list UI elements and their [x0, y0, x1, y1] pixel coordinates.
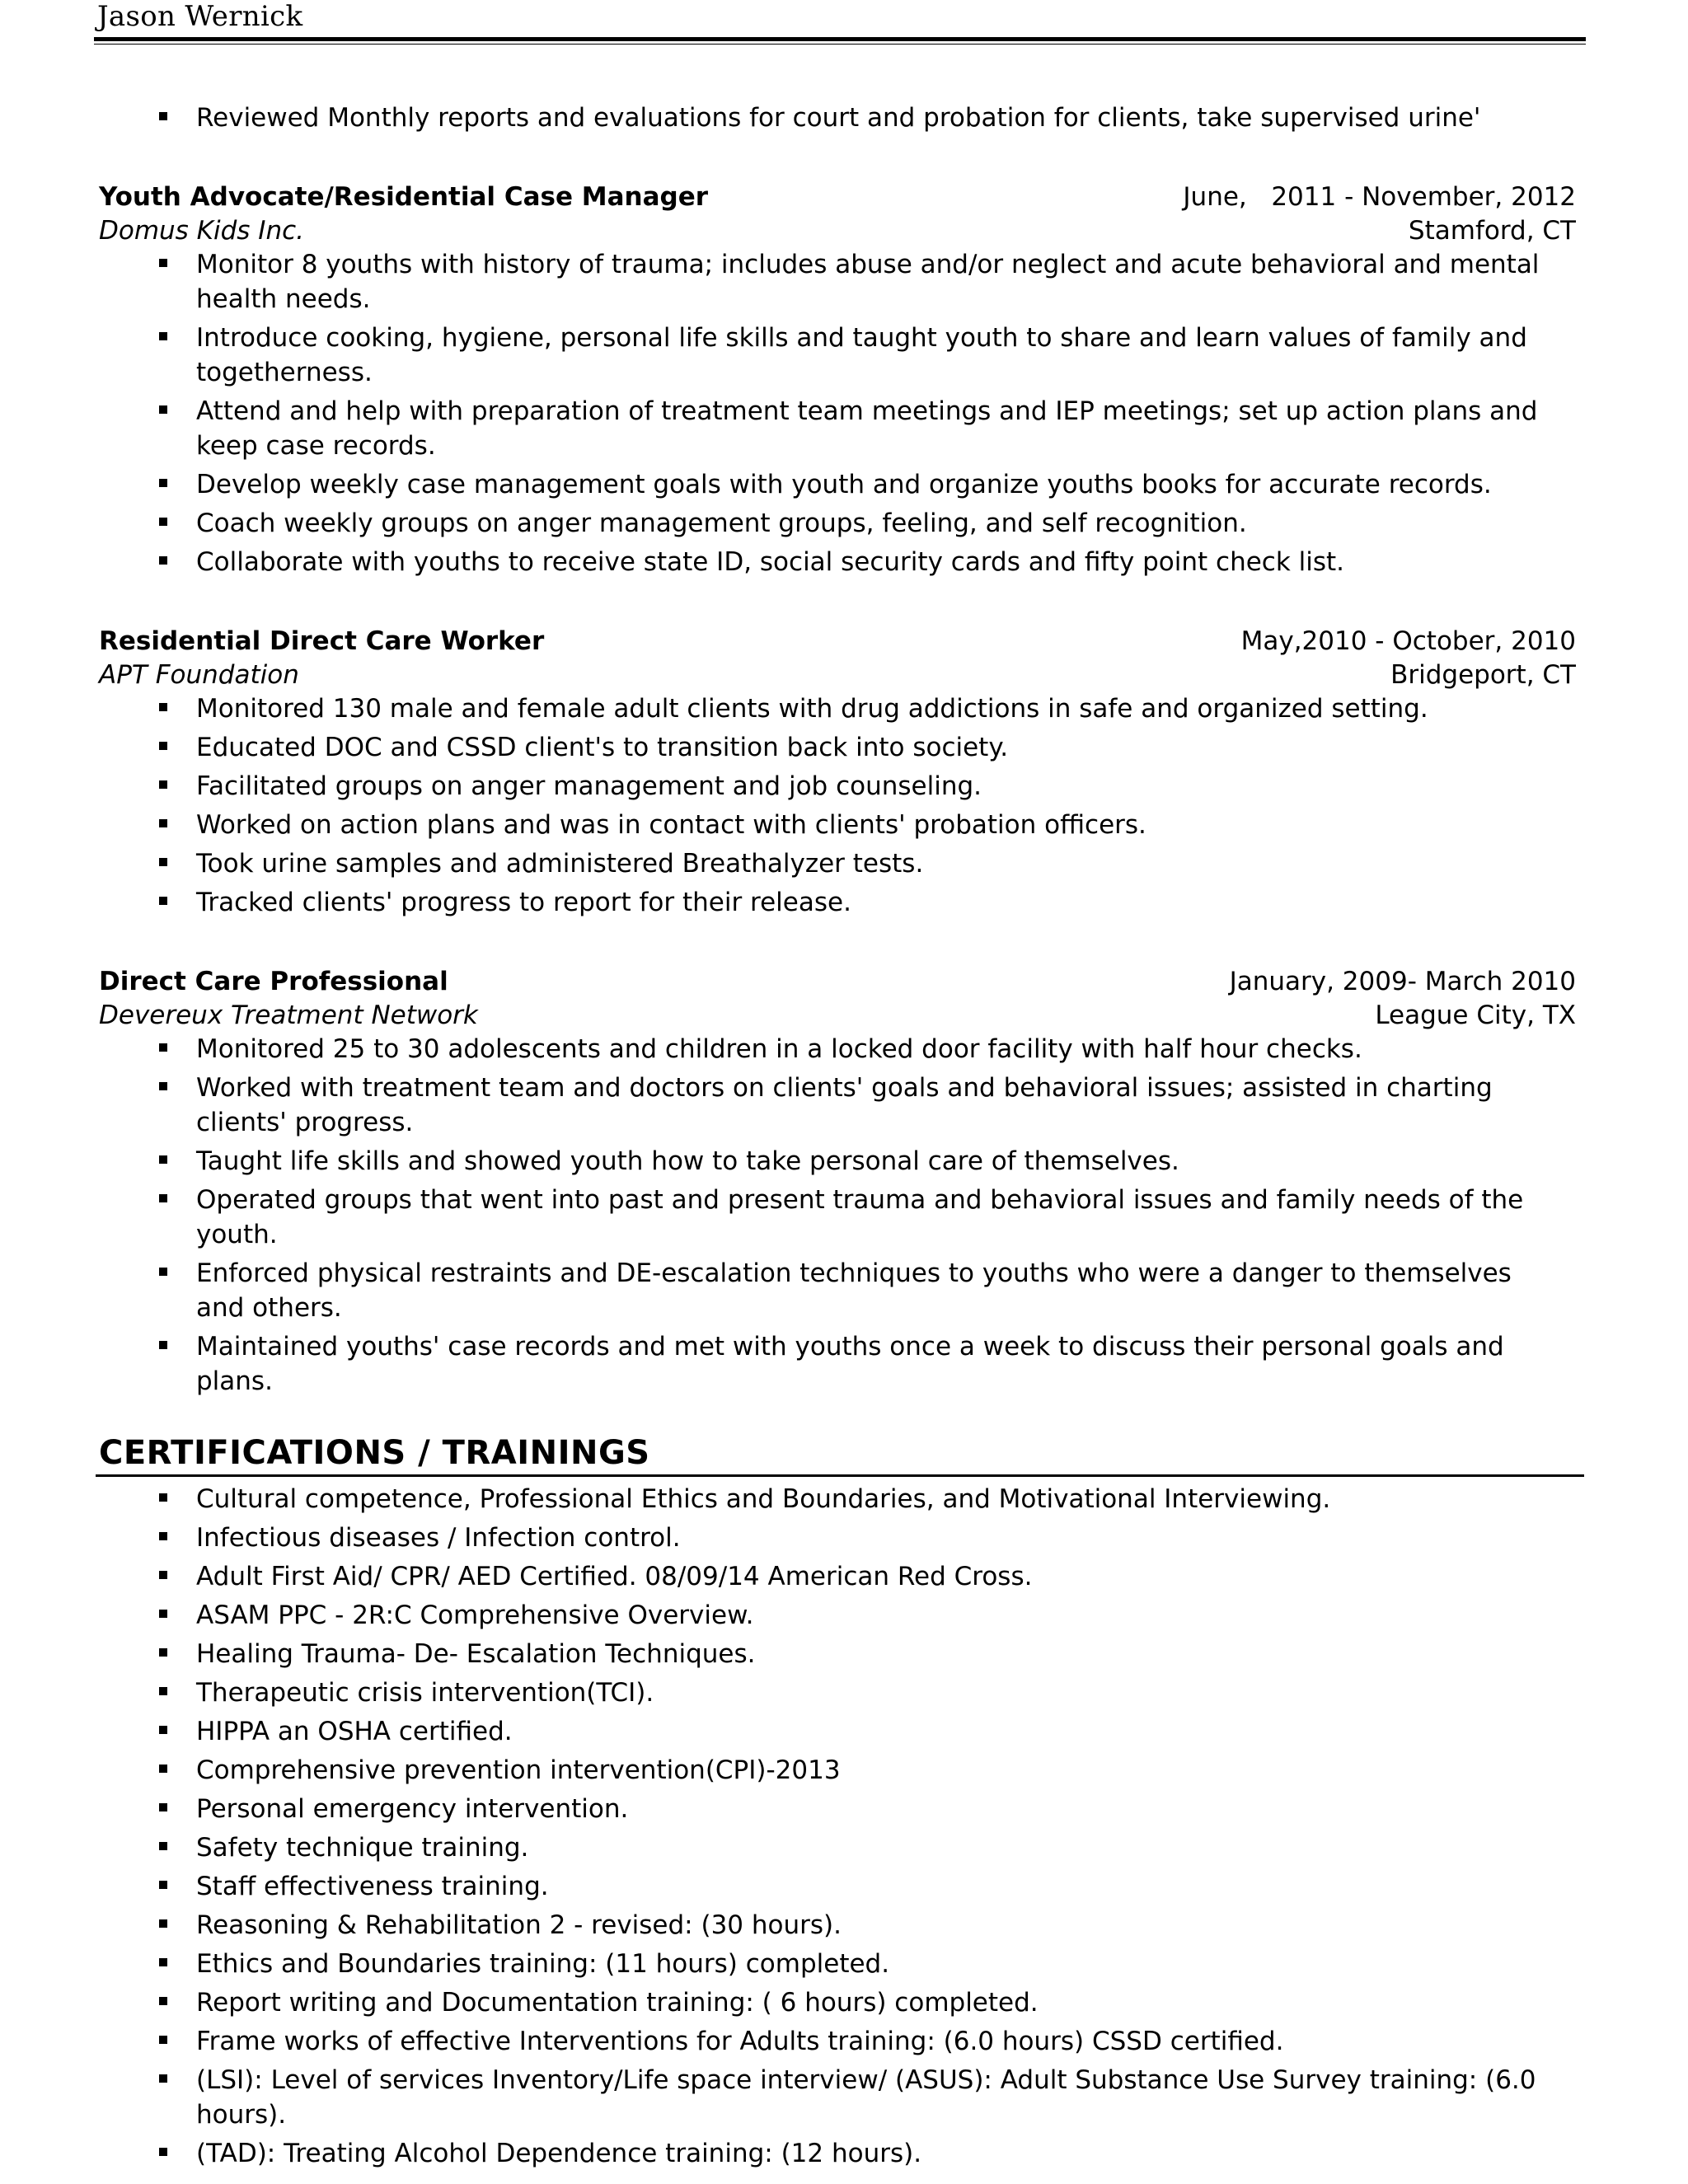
bullet-item: Reviewed Monthly reports and evaluations for court and probation for clients, take supervised urine' — [99, 101, 1582, 135]
square-bullet-icon — [159, 1958, 167, 1966]
list-item: (TAD): Treating Alcohol Dependence training: (12 hours). — [99, 2136, 1582, 2171]
list-item: Staff effectiveness training. — [99, 1869, 1582, 1904]
list-item: Safety technique training. — [99, 1830, 1582, 1865]
job-bullets — [99, 247, 1582, 579]
square-bullet-icon — [159, 259, 167, 267]
square-bullet-icon — [159, 332, 167, 340]
square-bullet-icon — [159, 1194, 167, 1202]
square-bullet-icon — [159, 703, 167, 711]
job-location: League City, TX — [1375, 1001, 1576, 1030]
job-subheader — [99, 999, 1582, 1032]
job-dates: June, 2011 - November, 2012 — [1183, 182, 1576, 212]
job-header — [99, 964, 1582, 999]
square-bullet-icon — [159, 1842, 167, 1850]
job-subheader — [99, 658, 1582, 691]
square-bullet-icon — [159, 1043, 167, 1052]
list-item: Report writing and Documentation training: ( 6 hours) completed. — [99, 1985, 1582, 2020]
list-item: Adult First Aid/ CPR/ AED Certified. 08/09/14 American Red Cross. — [99, 1559, 1582, 1594]
list-item: (LSI): Level of services Inventory/Life space interview/ (ASUS): Adult Substance Use Survey training: (6.0 hours). — [99, 2063, 1582, 2132]
square-bullet-icon — [159, 1919, 167, 1928]
bullet-item: Operated groups that went into past and present trauma and behavioral issues and family needs of the youth. — [99, 1183, 1582, 1252]
square-bullet-icon — [159, 1687, 167, 1695]
header-rule-thin — [94, 44, 1586, 45]
section-rule — [96, 1474, 1584, 1477]
bullet-item: Enforced physical restraints and DE-escalation techniques to youths who were a danger to themselves and others. — [99, 1256, 1582, 1325]
square-bullet-icon — [159, 1532, 167, 1540]
header-name: Jason Wernick — [97, 0, 303, 33]
square-bullet-icon — [159, 1803, 167, 1811]
square-bullet-icon — [159, 405, 167, 414]
certifications-list — [99, 1482, 1582, 2171]
bullet-item: Maintained youths' case records and met with youths once a week to discuss their personal goals and plans. — [99, 1329, 1582, 1399]
job-dates: January, 2009- March 2010 — [1229, 967, 1576, 996]
square-bullet-icon — [159, 2148, 167, 2156]
list-item: Comprehensive prevention intervention(CPI)-2013 — [99, 1753, 1582, 1788]
square-bullet-icon — [159, 1648, 167, 1657]
square-bullet-icon — [159, 1610, 167, 1618]
job-bullets — [99, 691, 1582, 920]
bullet-item: Collaborate with youths to receive state ID, social security cards and fifty point check list. — [99, 545, 1582, 579]
bullet-item: Taught life skills and showed youth how to take personal care of themselves. — [99, 1144, 1582, 1179]
square-bullet-icon — [159, 1571, 167, 1579]
bullet-item: Worked on action plans and was in contact with clients' probation officers. — [99, 808, 1582, 842]
bullet-item: Facilitated groups on anger management and job counseling. — [99, 769, 1582, 804]
job-location: Stamford, CT — [1408, 216, 1576, 246]
square-bullet-icon — [159, 1268, 167, 1276]
square-bullet-icon — [159, 479, 167, 487]
job-organization: Domus Kids Inc. — [99, 216, 304, 246]
square-bullet-icon — [159, 2036, 167, 2044]
resume-content — [99, 101, 1582, 2175]
square-bullet-icon — [159, 2074, 167, 2083]
job-location: Bridgeport, CT — [1390, 660, 1576, 690]
page-header — [97, 0, 1582, 49]
square-bullet-icon — [159, 1997, 167, 2005]
job-entry — [99, 964, 1582, 1399]
continued-bullets — [99, 101, 1582, 135]
job-title: Direct Care Professional — [99, 967, 448, 996]
job-organization: APT Foundation — [99, 660, 299, 690]
job-organization: Devereux Treatment Network — [99, 1001, 478, 1030]
list-item: Cultural competence, Professional Ethics and Boundaries, and Motivational Interviewing. — [99, 1482, 1582, 1516]
section-title: CERTIFICATIONS / TRAININGS — [99, 1434, 650, 1472]
square-bullet-icon — [159, 518, 167, 526]
list-item: Personal emergency intervention. — [99, 1792, 1582, 1826]
list-item: ASAM PPC - 2R:C Comprehensive Overview. — [99, 1598, 1582, 1633]
bullet-item: Coach weekly groups on anger management groups, feeling, and self recognition. — [99, 506, 1582, 541]
job-header — [99, 624, 1582, 658]
list-item: Ethics and Boundaries training: (11 hours) completed. — [99, 1947, 1582, 1981]
square-bullet-icon — [159, 1881, 167, 1889]
bullet-item: Attend and help with preparation of treatment team meetings and IEP meetings; set up action plans and keep case records. — [99, 394, 1582, 463]
bullet-item: Educated DOC and CSSD client's to transition back into society. — [99, 730, 1582, 765]
list-item: Frame works of effective Interventions for Adults training: (6.0 hours) CSSD certified. — [99, 2024, 1582, 2059]
square-bullet-icon — [159, 556, 167, 565]
list-item: Reasoning & Rehabilitation 2 - revised: (30 hours). — [99, 1908, 1582, 1943]
job-header — [99, 180, 1582, 214]
square-bullet-icon — [159, 819, 167, 827]
job-entry — [99, 624, 1582, 920]
square-bullet-icon — [159, 1155, 167, 1164]
square-bullet-icon — [159, 1765, 167, 1773]
bullet-item: Introduce cooking, hygiene, personal life skills and taught youth to share and learn values of family and togetherness. — [99, 321, 1582, 390]
square-bullet-icon — [159, 1341, 167, 1349]
square-bullet-icon — [159, 858, 167, 866]
square-bullet-icon — [159, 1726, 167, 1734]
bullet-item: Monitored 130 male and female adult clients with drug addictions in safe and organized setting. — [99, 691, 1582, 726]
job-title: Residential Direct Care Worker — [99, 626, 545, 656]
list-item: Healing Trauma- De- Escalation Techniques. — [99, 1637, 1582, 1671]
square-bullet-icon — [159, 112, 167, 120]
square-bullet-icon — [159, 1493, 167, 1502]
bullet-item: Took urine samples and administered Breathalyzer tests. — [99, 846, 1582, 881]
square-bullet-icon — [159, 897, 167, 905]
header-rule-thick — [94, 37, 1586, 41]
bullet-item: Develop weekly case management goals with youth and organize youths books for accurate records. — [99, 467, 1582, 502]
square-bullet-icon — [159, 742, 167, 750]
job-bullets — [99, 1032, 1582, 1399]
bullet-item: Tracked clients' progress to report for their release. — [99, 885, 1582, 920]
square-bullet-icon — [159, 780, 167, 789]
job-subheader — [99, 214, 1582, 247]
bullet-item: Worked with treatment team and doctors on clients' goals and behavioral issues; assisted in charting clients' progress. — [99, 1071, 1582, 1140]
bullet-item: Monitored 25 to 30 adolescents and children in a locked door facility with half hour checks. — [99, 1032, 1582, 1066]
job-dates: May,2010 - October, 2010 — [1240, 626, 1576, 656]
list-item: HIPPA an OSHA certified. — [99, 1714, 1582, 1749]
certifications-section — [99, 1432, 1582, 2171]
list-item: Therapeutic crisis intervention(TCI). — [99, 1675, 1582, 1710]
list-item: Infectious diseases / Infection control. — [99, 1521, 1582, 1555]
job-title: Youth Advocate/Residential Case Manager — [99, 182, 709, 212]
square-bullet-icon — [159, 1082, 167, 1090]
bullet-item: Monitor 8 youths with history of trauma; includes abuse and/or neglect and acute behavioral and mental health needs. — [99, 247, 1582, 316]
job-entry — [99, 180, 1582, 579]
